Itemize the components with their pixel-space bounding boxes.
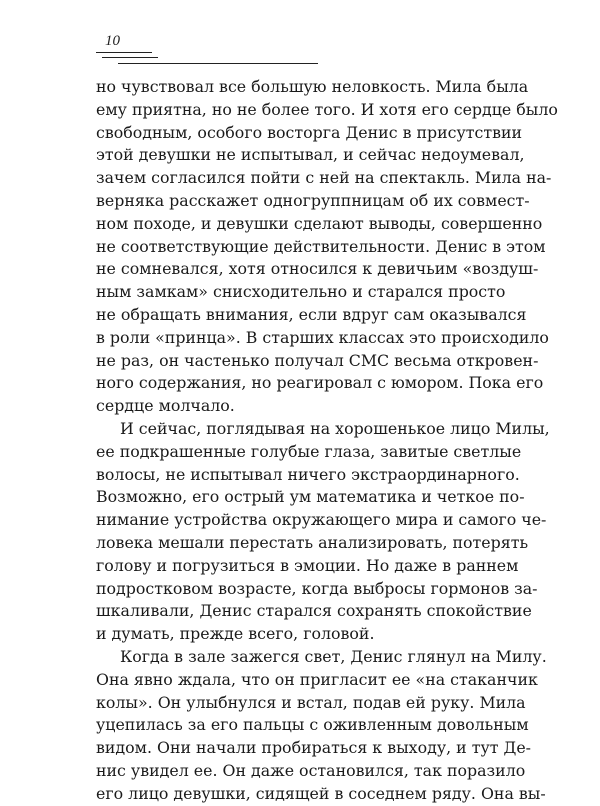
text-line: не соответствующие действительности. Денис в этом xyxy=(96,236,546,256)
body-text xyxy=(96,76,558,806)
text-line: Возможно, его острый ум математика и четкое по- xyxy=(96,487,525,507)
text-line: ным замкам» снисходительно и старался просто xyxy=(96,282,506,302)
text-line: свободным, особого восторга Денис в присутствии xyxy=(96,122,523,142)
text-line: нимание устройства окружающего мира и самого че- xyxy=(96,510,547,530)
header-rule xyxy=(102,57,158,58)
text-line: голову и погрузиться в эмоции. Но даже в раннем xyxy=(96,555,519,575)
text-line: Когда в зале зажегся свет, Денис глянул на Милу. xyxy=(120,646,547,666)
text-line: волосы, не испытывал ничего экстраординарного. xyxy=(96,464,520,484)
text-line: его лицо девушки, сидящей в соседнем ряду. Она вы- xyxy=(96,783,546,803)
text-line: ного содержания, но реагировал с юмором. Пока его xyxy=(96,373,544,393)
text-line: И сейчас, поглядывая на хорошенькое лицо Милы, xyxy=(120,418,550,438)
text-line: ном походе, и девушки сделают выводы, совершенно xyxy=(96,213,543,233)
page-number: 10 xyxy=(105,33,120,49)
text-line: уцепилась за его пальцы с оживленным довольным xyxy=(96,715,529,735)
text-line: шкаливали, Денис старался сохранять спокойствие xyxy=(96,601,532,621)
header-rule xyxy=(96,52,152,53)
text-line: видом. Они начали пробираться к выходу, и тут Де- xyxy=(96,738,532,758)
text-line: нис увидел ее. Он даже остановился, так поразило xyxy=(96,760,526,780)
text-line: зачем согласился пойти с ней на спектакль. Мила на- xyxy=(96,168,552,188)
text-line: этой девушки не испытывал, и сейчас недоумевал, xyxy=(96,145,525,165)
text-line: Она явно ждала, что он пригласит ее «на стаканчик xyxy=(96,669,538,689)
text-line: не сомневался, хотя относился к девичьим «воздуш- xyxy=(96,259,539,279)
text-line: верняка расскажет одногруппницам об их совмест- xyxy=(96,190,530,210)
text-line: не раз, он частенько получал СМС весьма откровен- xyxy=(96,350,539,370)
text-line: в роли «принца». В старших классах это происходило xyxy=(96,327,549,347)
text-line: колы». Он улыбнулся и встал, подав ей руку. Мила xyxy=(96,692,526,712)
text-line: сердце молчало. xyxy=(96,396,235,416)
header-rule xyxy=(118,63,318,64)
text-line: ее подкрашенные голубые глаза, завитые светлые xyxy=(96,441,522,461)
text-line: ему приятна, но не более того. И хотя его сердце было xyxy=(96,99,558,119)
text-line: и думать, прежде всего, головой. xyxy=(96,624,375,644)
text-line: но чувствовал все большую неловкость. Мила была xyxy=(96,77,529,96)
text-line: ловека мешали перестать анализировать, потерять xyxy=(96,532,529,552)
text-line: не обращать внимания, если вдруг сам оказывался xyxy=(96,304,527,324)
text-line: подростковом возрасте, когда выбросы гормонов за- xyxy=(96,578,538,598)
